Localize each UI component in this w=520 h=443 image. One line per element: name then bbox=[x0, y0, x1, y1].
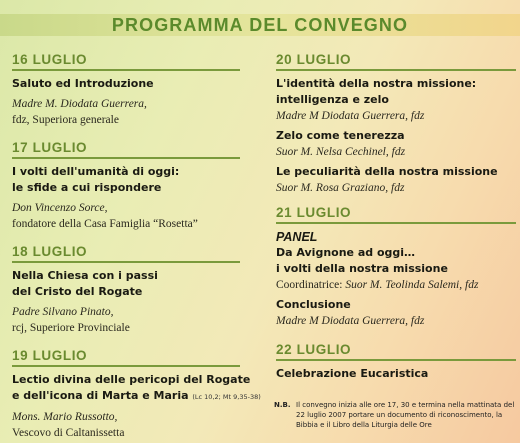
session-speaker: Madre M Diodata Guerrera, fdz bbox=[276, 315, 425, 327]
session-title: Le peculiarità della nostra missione bbox=[276, 165, 498, 178]
page-title: PROGRAMMA DEL CONVEGNO bbox=[111, 15, 409, 35]
session-coordinator: Coordinatrice: Suor M. Teolinda Salemi, fdz bbox=[276, 279, 479, 291]
footnote-label: N.B. bbox=[274, 401, 291, 409]
bible-reference: (Lc 10,2; Mt 9,35-38) bbox=[192, 393, 261, 401]
session-speaker: Mons. Mario Russotto, bbox=[12, 411, 118, 423]
day-heading: 17 LUGLIO bbox=[12, 140, 240, 159]
session-title-line2: le sfide a cui rispondere bbox=[12, 181, 162, 194]
session-title-line2: intelligenza e zelo bbox=[276, 93, 389, 106]
day-heading: 22 LUGLIO bbox=[276, 342, 516, 361]
session-speaker: Suor M. Rosa Graziano, fdz bbox=[276, 182, 405, 194]
session-title-line2: i volti della nostra missione bbox=[276, 262, 448, 275]
session-title-line1: L'identità della nostra missione: bbox=[276, 77, 477, 90]
session-role: fondatore della Casa Famiglia “Rosetta” bbox=[12, 218, 198, 230]
day-18-luglio bbox=[12, 244, 240, 336]
session-title-line2: e dell'icona di Marta e Maria (Lc 10,2; Mt 9,35-38) bbox=[12, 389, 261, 402]
session-role: fdz, Superiora generale bbox=[12, 114, 119, 126]
day-heading: 18 LUGLIO bbox=[12, 244, 240, 263]
session-title-line1: Nella Chiesa con i passi bbox=[12, 269, 158, 282]
session-title-line2: del Cristo del Rogate bbox=[12, 285, 143, 298]
session-speaker: Suor M. Teolinda Salemi, fdz bbox=[345, 279, 479, 291]
session-speaker: Suor M. Nelsa Cechinel, fdz bbox=[276, 146, 406, 158]
session-role: rcj, Superiore Provinciale bbox=[12, 322, 130, 334]
footnote-text: Il convegno inizia alle ore 17, 30 e termina nella mattinata del 22 luglio 2007 portare un documento di riconoscimento, la Bibbia e il Libro della Liturgia delle Ore bbox=[296, 401, 515, 429]
session-title-line1: Da Avignone ad oggi… bbox=[276, 246, 416, 259]
panel-label: PANEL bbox=[276, 230, 318, 244]
session-title-line1: Lectio divina delle pericopi del Rogate bbox=[12, 373, 251, 386]
day-heading: 16 LUGLIO bbox=[12, 52, 240, 71]
day-19-luglio bbox=[12, 348, 262, 441]
day-20-luglio bbox=[276, 52, 516, 196]
footnote bbox=[276, 400, 516, 430]
session-title: Zelo come tenerezza bbox=[276, 129, 405, 142]
day-22-luglio bbox=[276, 342, 516, 382]
day-heading: 19 LUGLIO bbox=[12, 348, 240, 367]
day-17-luglio bbox=[12, 140, 240, 232]
day-heading: 20 LUGLIO bbox=[276, 52, 516, 71]
session-speaker: Don Vincenzo Sorce, bbox=[12, 202, 108, 214]
session-speaker: Madre M. Diodata Guerrera, bbox=[12, 98, 147, 110]
day-heading: 21 LUGLIO bbox=[276, 205, 516, 224]
session-speaker: Madre M Diodata Guerrera, fdz bbox=[276, 110, 425, 122]
day-21-luglio bbox=[276, 205, 516, 329]
session-title: Conclusione bbox=[276, 298, 351, 311]
session-role: Vescovo di Caltanissetta bbox=[12, 427, 125, 439]
day-16-luglio bbox=[12, 52, 240, 128]
session-title: Celebrazione Eucaristica bbox=[276, 367, 429, 380]
session-speaker: Padre Silvano Pinato, bbox=[12, 306, 114, 318]
session-title: Saluto ed Introduzione bbox=[12, 77, 154, 90]
session-title-line1: I volti dell'umanità di oggi: bbox=[12, 165, 180, 178]
